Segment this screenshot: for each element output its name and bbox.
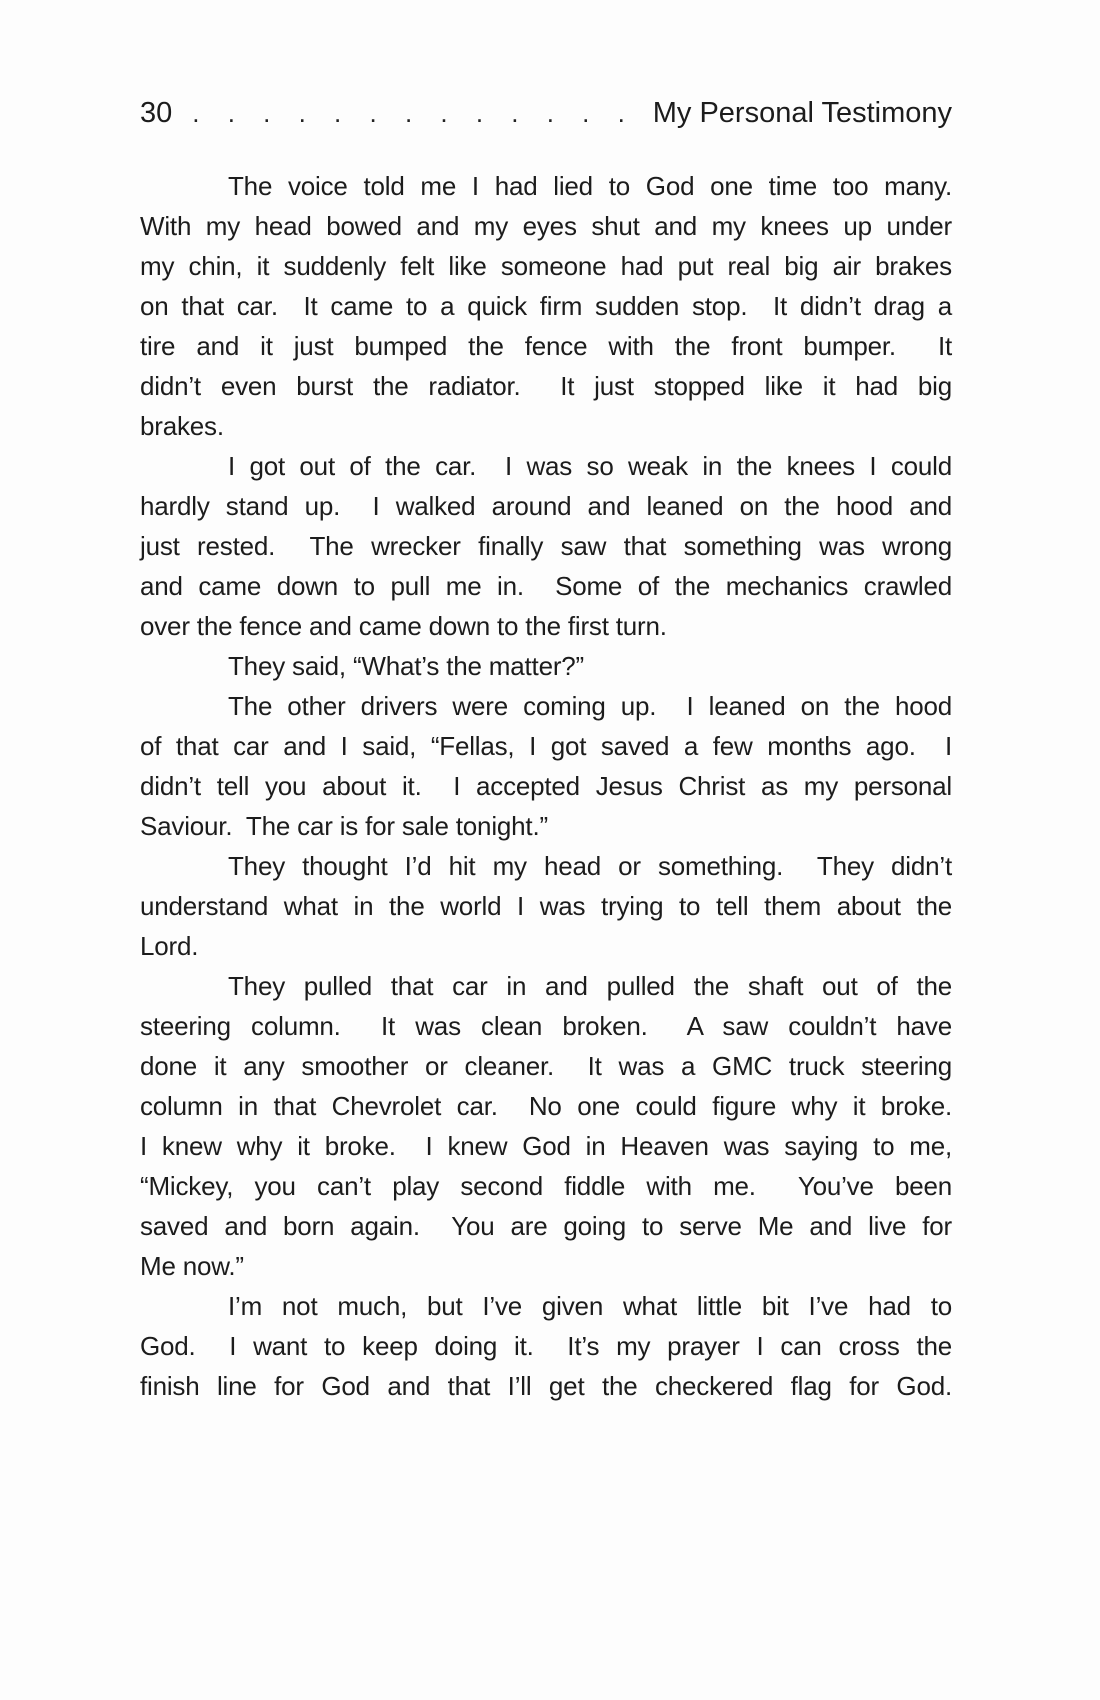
text-line: The other drivers were coming up. I leaned on the hood	[228, 691, 952, 721]
running-title: My Personal Testimony	[652, 97, 952, 129]
dot-leader: . . . . . . . . . . . . .	[192, 98, 627, 128]
text-line: my chin, it suddenly felt like someone had put real big air brakes	[140, 251, 952, 281]
text-line: The voice told me I had lied to God one time too many.	[228, 171, 952, 201]
text-line: on that car. It came to a quick firm sudden stop. It didn’t drag a	[140, 291, 952, 321]
text-line: hardly stand up. I walked around and leaned on the hood and	[140, 491, 952, 521]
text-line: didn’t even burst the radiator. It just stopped like it had big	[140, 371, 952, 401]
text-line: Me now.”	[140, 1251, 244, 1281]
text-line: and came down to pull me in. Some of the mechanics crawled	[140, 571, 952, 601]
text-line: understand what in the world I was trying to tell them about the	[140, 891, 952, 921]
text-line: just rested. The wrecker finally saw that something was wrong	[140, 531, 952, 561]
text-line: didn’t tell you about it. I accepted Jesus Christ as my personal	[140, 771, 952, 801]
paragraph	[140, 966, 952, 1286]
text-line: With my head bowed and my eyes shut and my knees up under	[140, 211, 952, 241]
text-line: I knew why it broke. I knew God in Heaven was saying to me,	[140, 1131, 952, 1161]
text-line: Saviour. The car is for sale tonight.”	[140, 811, 548, 841]
paragraph	[140, 846, 952, 966]
text-line: God. I want to keep doing it. It’s my prayer I can cross the	[140, 1331, 952, 1361]
text-line: Lord.	[140, 931, 199, 961]
text-line: I’m not much, but I’ve given what little bit I’ve had to	[228, 1291, 952, 1321]
text-line: steering column. It was clean broken. A saw couldn’t have	[140, 1011, 952, 1041]
paragraph	[140, 1286, 952, 1406]
page-header	[140, 96, 952, 130]
paragraph	[140, 686, 952, 846]
text-line: brakes.	[140, 411, 224, 441]
text-line: tire and it just bumped the fence with the front bumper. It	[140, 331, 952, 361]
text-block	[140, 96, 952, 1406]
text-line: I got out of the car. I was so weak in the knees I could	[228, 451, 952, 481]
text-line: column in that Chevrolet car. No one could figure why it broke.	[140, 1091, 952, 1121]
text-line: “Mickey, you can’t play second fiddle with me. You’ve been	[140, 1171, 952, 1201]
text-line: They pulled that car in and pulled the shaft out of the	[228, 971, 952, 1001]
paragraph	[140, 646, 952, 686]
body-text	[140, 166, 952, 1406]
text-line: They thought I’d hit my head or something. They didn’t	[228, 851, 952, 881]
text-line: finish line for God and that I’ll get the checkered flag for God.	[140, 1371, 952, 1401]
text-line: done it any smoother or cleaner. It was a GMC truck steering	[140, 1051, 952, 1081]
page-number: 30	[140, 97, 173, 129]
text-line: of that car and I said, “Fellas, I got saved a few months ago. I	[140, 731, 952, 761]
text-line: saved and born again. You are going to serve Me and live for	[140, 1211, 952, 1241]
text-line: They said, “What’s the matter?”	[228, 651, 585, 681]
paragraph	[140, 446, 952, 646]
paragraph	[140, 166, 952, 446]
text-line: over the fence and came down to the first turn.	[140, 611, 667, 641]
